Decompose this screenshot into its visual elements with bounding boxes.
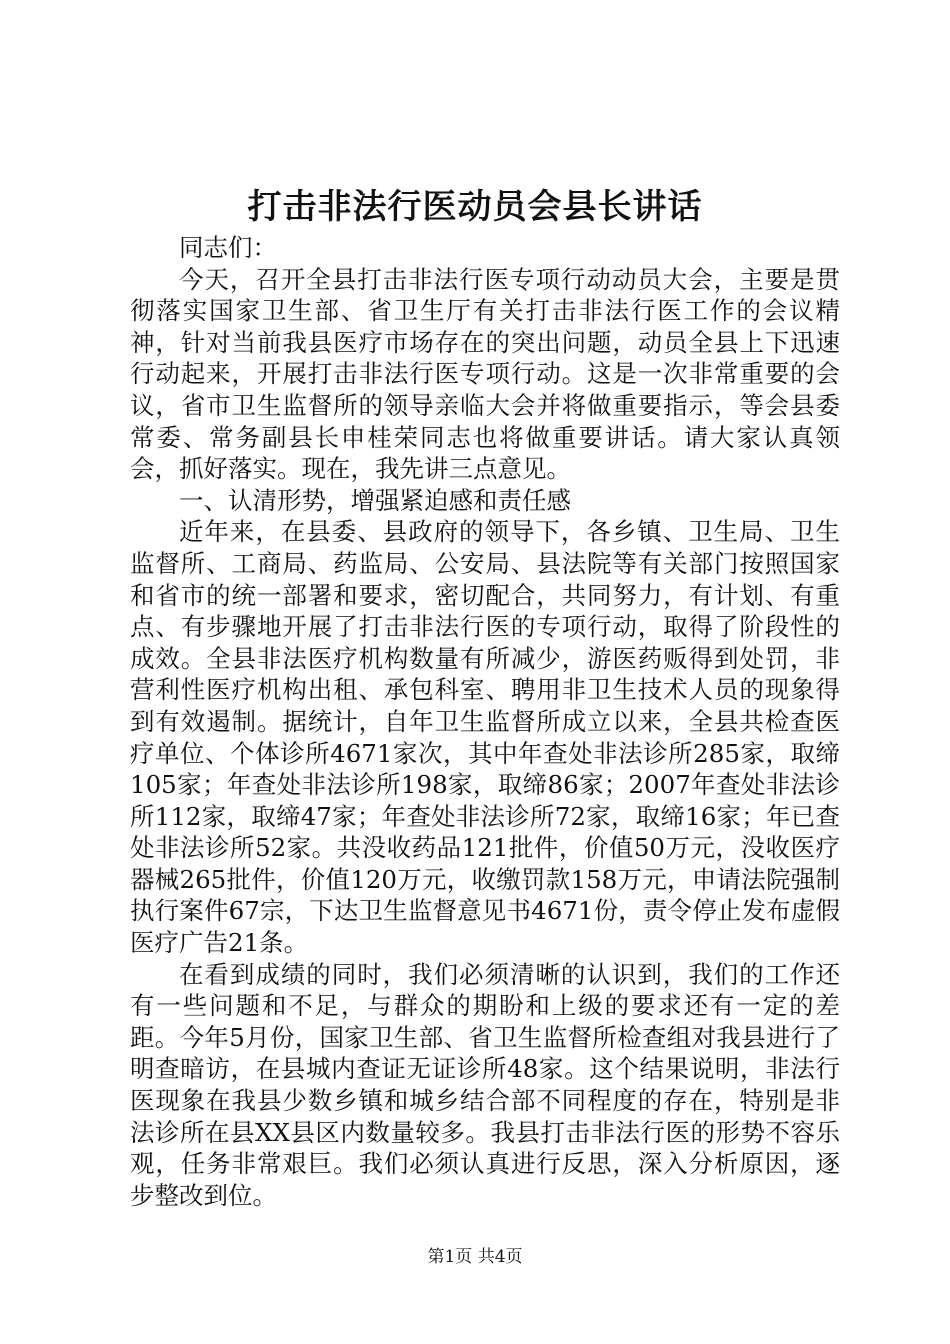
section-heading-1: 一、认清形势，增强紧迫感和责任感 bbox=[179, 485, 571, 515]
document-body bbox=[130, 232, 840, 1211]
document-title: 打击非法行医动员会县长讲话 bbox=[247, 187, 703, 227]
paragraph-intro: 今天，召开全县打击非法行医专项行动动员大会，主要是贯彻落实国家卫生部、省卫生厅有关打击非法行医工作的会议精神，针对当前我县医疗市场存在的突出问题，动员全县上下迅速行动起来，开展打击非法行医专项行动。这是一次非常重要的会议，省市卫生监督所的领导亲临大会并将做重要指示，等会县委常委、常务副县长申桂荣同志也将做重要讲话。请大家认真领会，抓好落实。现在，我先讲三点意见。 bbox=[130, 264, 840, 484]
salutation: 同志们： bbox=[179, 233, 277, 262]
paragraph-problems: 在看到成绩的同时，我们必须清晰的认识到，我们的工作还有一些问题和不足，与群众的期盼和上级的要求还有一定的差距。今年5月份，国家卫生部、省卫生监督所检查组对我县进行了明查暗访，在县城内查证无证诊所48家。这个结果说明，非法行医现象在我县少数乡镇和城乡结合部不同程度的存在，特别是非法诊所在县XX县区内数量较多。我县打击非法行医的形势不容乐观，任务非常艰巨。我们必须认真进行反思，深入分析原因，逐步整改到位。 bbox=[130, 959, 840, 1210]
page-footer: 第1页 共4页 bbox=[427, 1247, 523, 1267]
paragraph-achievements: 近年来，在县委、县政府的领导下，各乡镇、卫生局、卫生监督所、工商局、药监局、公安局、县法院等有关部门按照国家和省市的统一部署和要求，密切配合，共同努力，有计划、有重点、有步骤地开展了打击非法行医的专项行动，取得了阶段性的成效。全县非法医疗机构数量有所减少，游医药贩得到处罚，非营利性医疗机构出租、承包科室、聘用非卫生技术人员的现象得到有效遏制。据统计，自年卫生监督所成立以来，全县共检查医疗单位、个体诊所4671家次，其中年查处非法诊所285家，取缔105家；年查处非法诊所198家，取缔86家；2007年查处非法诊所112家，取缔47家；年查处非法诊所72家，取缔16家；年已查处非法诊所52家。共没收药品121批件，价值50万元，没收医疗器械265批件，价值120万元，收缴罚款158万元，申请法院强制执行案件67宗，下达卫生监督意见书4671份，责令停止发布虚假医疗广告21条。 bbox=[130, 517, 840, 958]
